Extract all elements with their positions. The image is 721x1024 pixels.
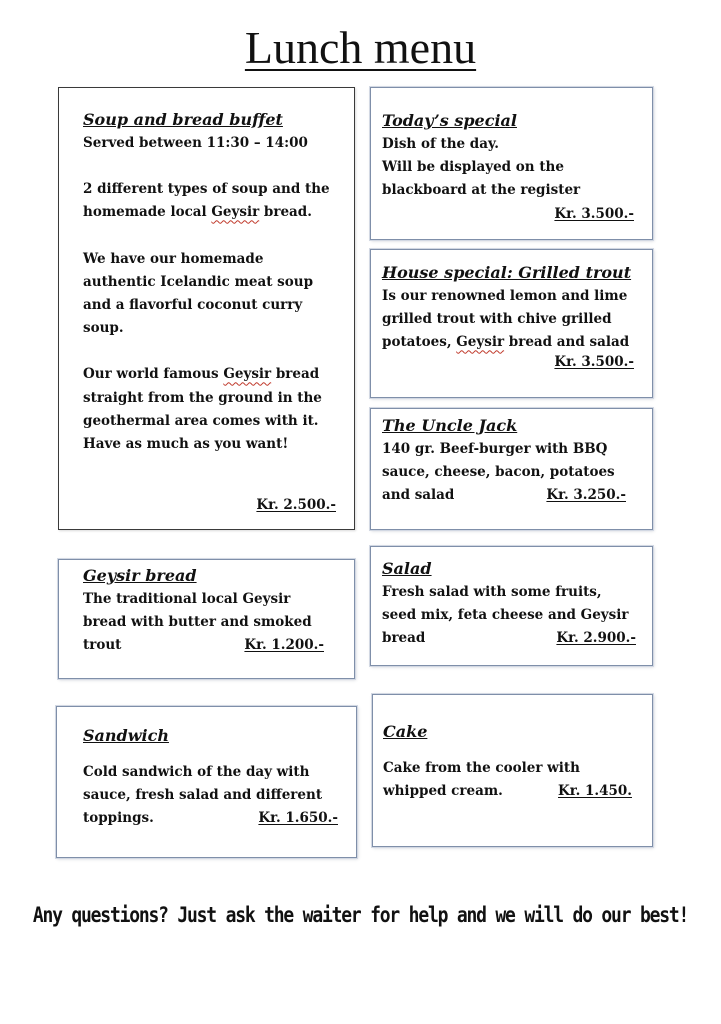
item-description: toppings. (83, 810, 154, 827)
item-price: Kr. 1.450. (558, 783, 632, 800)
item-description: grilled trout with chive grilled (382, 311, 612, 328)
menu-item-house-special (370, 249, 653, 398)
item-price: Kr. 3.500.- (554, 353, 634, 370)
footer-note: Any questions? Just ask the waiter for help and we will do our best! (32, 902, 689, 929)
item-price: Kr. 3.250.- (546, 487, 626, 504)
item-heading: Soup and bread buffet (83, 110, 283, 129)
item-description: sauce, fresh salad and different (83, 787, 323, 804)
menu-item-uncle-jack (370, 408, 653, 530)
item-price: Kr. 1.200.- (244, 637, 324, 654)
item-description: Will be displayed on the (382, 159, 564, 176)
menu-item-geysir-bread (58, 559, 355, 679)
item-description: Our world famous Geysir bread straight from the ground in the geothermal area comes with it. Have as much as you want! (83, 366, 322, 453)
item-heading: Geysir bread (83, 566, 197, 585)
item-description: potatoes, Geysir bread and salad (382, 334, 630, 351)
item-price: Kr. 2.500.- (256, 497, 336, 513)
item-description: Cold sandwich of the day with (83, 764, 310, 780)
menu-item-todays-special (370, 87, 653, 240)
item-heading: Salad (382, 559, 432, 578)
item-description: bread (382, 630, 426, 647)
item-description: Fresh salad with some fruits, (382, 584, 602, 600)
item-description: sauce, cheese, bacon, potatoes (382, 464, 615, 481)
item-heading: Cake (383, 722, 428, 741)
item-description: whipped cream. (383, 783, 503, 800)
item-description: bread with butter and smoked (83, 614, 312, 631)
item-description: trout (83, 637, 122, 654)
item-served-time: Served between 11:30 – 14:00 (83, 135, 308, 151)
item-description: 140 gr. Beef-burger with BBQ (382, 441, 608, 457)
item-heading: Today’s special (382, 111, 517, 130)
menu-item-soup-buffet (58, 87, 355, 530)
item-price: Kr. 1.650.- (258, 810, 338, 827)
item-price: Kr. 2.900.- (556, 630, 636, 647)
item-heading: Sandwich (83, 726, 169, 745)
menu-item-cake (372, 694, 653, 847)
page-title: Lunch menu (244, 22, 477, 73)
item-description: The traditional local Geysir (83, 591, 291, 607)
item-description: blackboard at the register (382, 182, 581, 199)
item-description: We have our homemade authentic Icelandic meat soup and a flavorful coconut curry soup. (83, 250, 314, 337)
item-heading: House special: Grilled trout (382, 263, 632, 282)
item-heading: The Uncle Jack (382, 416, 518, 435)
menu-item-salad (370, 546, 653, 666)
item-description: and salad (382, 487, 455, 504)
item-description: 2 different types of soup and the homemade local Geysir bread. (83, 181, 330, 221)
item-description: Dish of the day. (382, 136, 499, 152)
item-description: seed mix, feta cheese and Geysir (382, 607, 629, 624)
item-description: Cake from the cooler with (383, 760, 580, 776)
item-description: Is our renowned lemon and lime (382, 288, 628, 304)
menu-item-sandwich (56, 706, 357, 858)
item-price: Kr. 3.500.- (554, 205, 634, 222)
